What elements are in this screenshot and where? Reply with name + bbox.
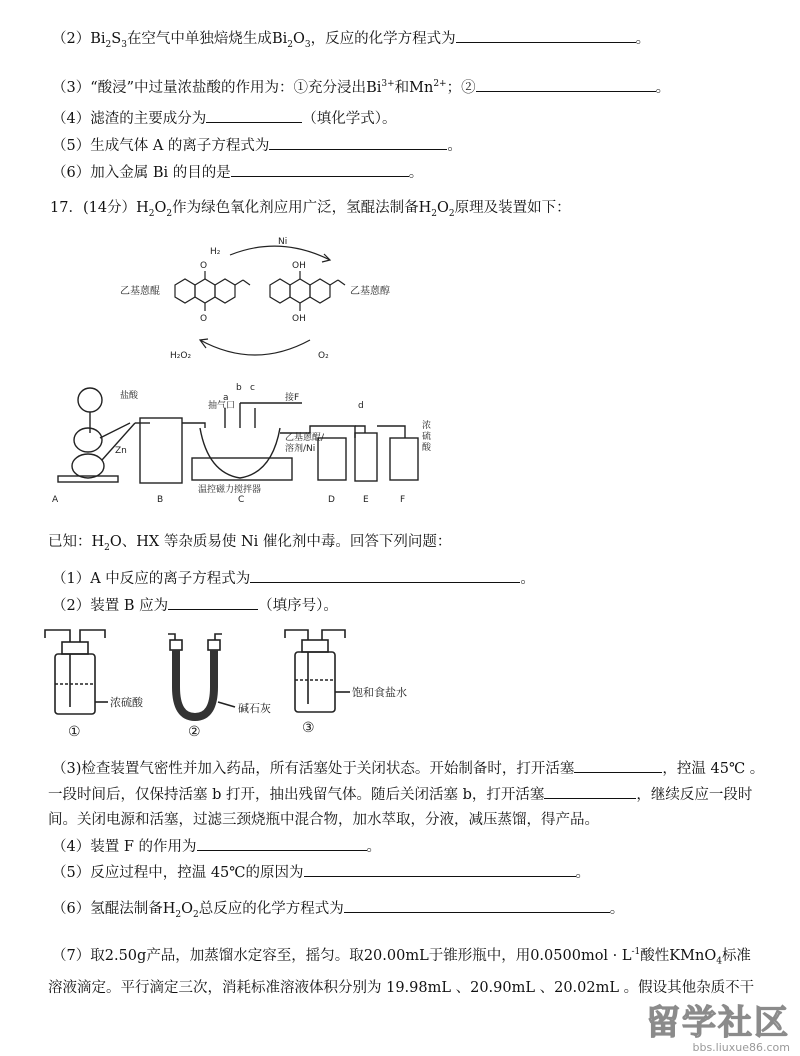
q17-part4: （4）装置 F 的作用为 。: [52, 836, 381, 857]
watermark-text: 留学社区: [646, 1003, 790, 1043]
acid-label-1: 浓: [422, 421, 432, 431]
q17-part3-line1: （3)检查装置气密性并加入药品，所有活塞处于关闭状态。开始制备时，打开活塞 ，控温 45℃ 。: [52, 758, 764, 779]
label-e: E: [363, 495, 369, 505]
q17-part7-line2: 溶液滴定。平行滴定三次，消耗标准溶液体积分别为 19.98mL 、20.90mL 、20.02mL 。假设其他杂质不干: [48, 980, 755, 996]
tube-b-c: [182, 423, 205, 428]
answer-blank[interactable]: [304, 862, 576, 877]
option-3-label: 饱和食盐水: [352, 686, 407, 699]
label-d: D: [328, 495, 335, 505]
connect-f-label: 接F: [285, 393, 300, 403]
apparatus-b-box: [140, 418, 182, 483]
watermark-url: bbs.liuxue86.com: [692, 1041, 790, 1054]
apparatus-a-kipp: [58, 388, 135, 482]
h2-label: H₂: [210, 247, 221, 257]
q17-part1: （1）A 中反应的离子方程式为 。: [52, 568, 535, 589]
label-b: B: [157, 495, 164, 505]
option-2-label: 碱石灰: [238, 702, 271, 715]
upper-arrow: [230, 246, 330, 260]
apparatus-f-bottle: [390, 438, 418, 480]
label-c: C: [238, 495, 245, 505]
carbonyl-o-bottom: O: [200, 314, 208, 324]
q16-part6: （6）加入金属 Bi 的目的是 。: [52, 162, 423, 183]
option-3-number: ③: [302, 720, 315, 736]
pump-port-label: 抽气口: [208, 401, 236, 411]
answer-blank[interactable]: [231, 162, 409, 177]
answer-blank[interactable]: [168, 595, 258, 610]
hydroxyl-bottom: OH: [292, 314, 306, 324]
q17-part6: （6）氢醌法制备$H_2O_2$总反应的化学方程式为 。: [52, 898, 624, 925]
q16-part3: （3）“酸浸”中过量浓盐酸的作用为：①充分浸出$Bi^{3+}$和$Mn^{2+}$；② 。: [52, 74, 670, 98]
q17-part3-line2: 一段时间后，仅保持活塞 b 打开，抽出残留气体。随后关闭活塞 b，打开活塞 ，继续反应一段时: [48, 784, 752, 805]
acid-label-2: 硫: [422, 432, 432, 442]
answer-blank[interactable]: [344, 898, 610, 913]
option-1-label: 浓硫酸: [110, 696, 143, 709]
q17-part3-line3: 间。关闭电源和活塞，过滤三颈烧瓶中混合物，加水萃取，分液，减压蒸馏，得产品。: [48, 812, 599, 828]
q17-part2: （2）装置 B 应为 （填序号）。: [52, 595, 338, 616]
valve-c-label: c: [250, 383, 255, 393]
stirrer-label: 温控磁力搅拌器: [198, 485, 262, 495]
zn-label: Zn: [115, 446, 127, 456]
label-a: A: [52, 495, 59, 505]
q17-intro: 17．(14分）$H_2O_2$作为绿色氧化剂应用广泛，氢醌法制备$H_2O_2$原理及装置如下：: [50, 200, 571, 219]
valve-d-label: d: [358, 401, 364, 411]
mixture-label-1: 乙基蒽醌/: [285, 433, 325, 443]
mixture-label-2: 溶剂/Ni: [285, 444, 316, 454]
answer-blank[interactable]: [476, 77, 656, 92]
option-1-wash-bottle: [45, 630, 108, 714]
q16-part2: $(2)Bi_2S_3$在空气中单独焙烧生成$Bi_2O_3$，反应的化学方程式为 。: [52, 28, 650, 55]
anthrahydroquinone-structure: [270, 271, 345, 311]
lower-arrow: [200, 340, 310, 355]
q16-part4: （4）滤渣的主要成分为 （填化学式）。: [52, 108, 396, 129]
ni-label: Ni: [278, 237, 288, 247]
option-2-number: ②: [188, 724, 201, 740]
answer-blank[interactable]: [574, 758, 662, 773]
answer-blank[interactable]: [197, 836, 367, 851]
option-3-wash-bottle: [285, 630, 350, 712]
answer-blank[interactable]: [456, 28, 636, 43]
answer-blank[interactable]: [206, 108, 302, 123]
watermark-logo: [646, 1005, 790, 1054]
q17-known: 已知：$H_2O$、HX 等杂质易使 Ni 催化剂中毒。回答下列问题：: [48, 534, 452, 553]
tube-d-e: [355, 426, 365, 433]
option-2-u-tube: [168, 634, 235, 717]
answer-blank[interactable]: [269, 135, 447, 150]
right-compound-label: 乙基蒽醇: [350, 286, 390, 297]
q17-part5: （5）反应过程中，控温 45℃的原因为 。: [52, 862, 590, 883]
h2o2-label: H₂O₂: [170, 351, 192, 361]
hcl-label: 盐酸: [120, 391, 139, 401]
answer-blank[interactable]: [250, 568, 520, 583]
carbonyl-o-top: O: [200, 261, 208, 271]
reaction-scheme-figure: [80, 230, 440, 370]
apparatus-e-tube: [355, 433, 377, 481]
q16-part5: （5）生成气体 A 的离子方程式为 。: [52, 135, 462, 156]
apparatus-figure: [40, 378, 460, 508]
left-compound-label: 乙基蒽醌: [120, 286, 160, 297]
anthraquinone-structure: [175, 271, 250, 311]
o2-label: O₂: [318, 351, 329, 361]
options-figure: [40, 622, 450, 740]
hydroxyl-top: OH: [292, 261, 306, 271]
answer-blank[interactable]: [544, 784, 636, 799]
tube-e-f: [377, 426, 405, 438]
q17-part7-line1: （7）取2.50g产品，加蒸馏水定容至，摇匀。取20.00mL于锥形瓶中，用$0.0500mol \cdot L^{-1}$酸性KMnO$_4$标准: [52, 947, 751, 967]
apparatus-d-bottle: [318, 438, 346, 480]
label-f: F: [400, 495, 406, 505]
valve-b-label: b: [236, 383, 242, 393]
valve-a-label: a: [223, 393, 229, 403]
acid-label-3: 酸: [422, 443, 432, 453]
option-1-number: ①: [68, 724, 81, 740]
